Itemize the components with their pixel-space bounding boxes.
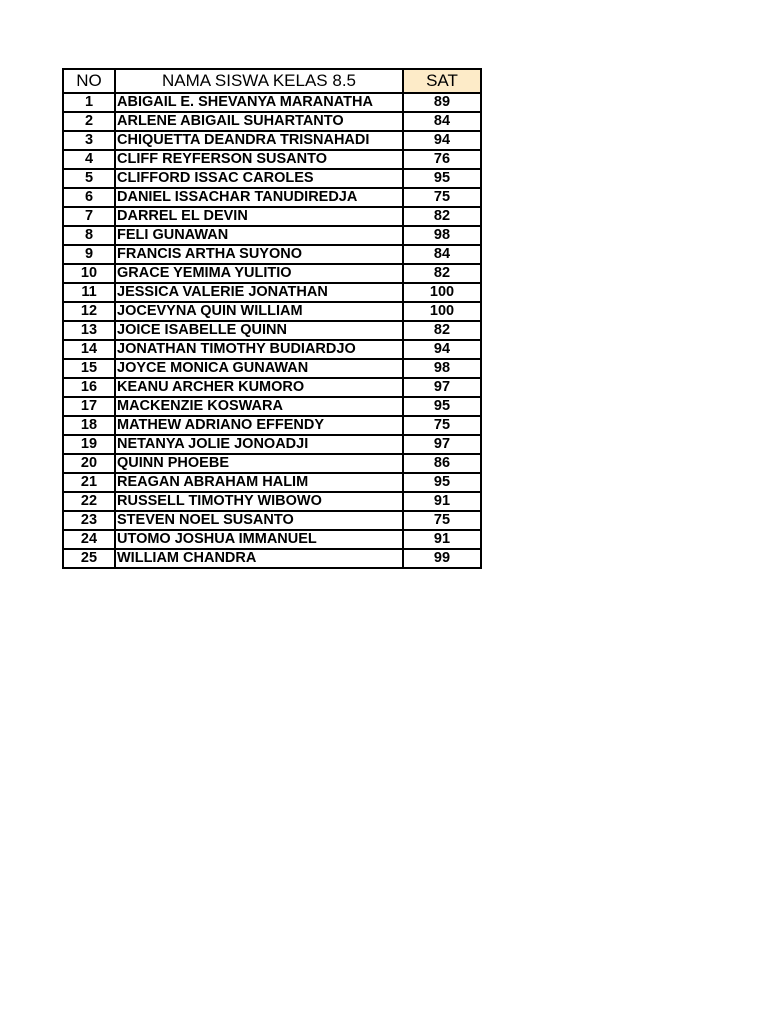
table-row bbox=[63, 416, 481, 435]
table-row bbox=[63, 511, 481, 530]
sat-score: 94 bbox=[403, 340, 481, 359]
student-name: KEANU ARCHER KUMORO bbox=[115, 378, 403, 397]
row-number: 15 bbox=[63, 359, 115, 378]
sat-score: 84 bbox=[403, 112, 481, 131]
row-number: 22 bbox=[63, 492, 115, 511]
sat-score: 89 bbox=[403, 93, 481, 112]
sat-score: 82 bbox=[403, 264, 481, 283]
header-no: NO bbox=[63, 69, 115, 93]
row-number: 20 bbox=[63, 454, 115, 473]
student-name: JOICE ISABELLE QUINN bbox=[115, 321, 403, 340]
row-number: 14 bbox=[63, 340, 115, 359]
row-number: 7 bbox=[63, 207, 115, 226]
student-name: DANIEL ISSACHAR TANUDIREDJA bbox=[115, 188, 403, 207]
sat-score: 94 bbox=[403, 131, 481, 150]
sat-score: 91 bbox=[403, 530, 481, 549]
student-score-table bbox=[62, 68, 482, 569]
sat-score: 84 bbox=[403, 245, 481, 264]
student-name: STEVEN NOEL SUSANTO bbox=[115, 511, 403, 530]
student-name: ABIGAIL E. SHEVANYA MARANATHA bbox=[115, 93, 403, 112]
row-number: 9 bbox=[63, 245, 115, 264]
row-number: 5 bbox=[63, 169, 115, 188]
table-row bbox=[63, 340, 481, 359]
table-row bbox=[63, 264, 481, 283]
student-name: REAGAN ABRAHAM HALIM bbox=[115, 473, 403, 492]
table-row bbox=[63, 245, 481, 264]
header-sat: SAT bbox=[403, 69, 481, 93]
student-name: CLIFFORD ISSAC CAROLES bbox=[115, 169, 403, 188]
student-name: JOYCE MONICA GUNAWAN bbox=[115, 359, 403, 378]
table-row bbox=[63, 226, 481, 245]
row-number: 17 bbox=[63, 397, 115, 416]
sat-score: 95 bbox=[403, 169, 481, 188]
sat-score: 75 bbox=[403, 511, 481, 530]
row-number: 13 bbox=[63, 321, 115, 340]
table-row bbox=[63, 473, 481, 492]
student-name: FELI GUNAWAN bbox=[115, 226, 403, 245]
student-name: JESSICA VALERIE JONATHAN bbox=[115, 283, 403, 302]
sat-score: 95 bbox=[403, 473, 481, 492]
header-row bbox=[63, 69, 481, 93]
row-number: 23 bbox=[63, 511, 115, 530]
sat-score: 75 bbox=[403, 188, 481, 207]
student-name: DARREL EL DEVIN bbox=[115, 207, 403, 226]
student-name: FRANCIS ARTHA SUYONO bbox=[115, 245, 403, 264]
row-number: 18 bbox=[63, 416, 115, 435]
student-name: JONATHAN TIMOTHY BUDIARDJO bbox=[115, 340, 403, 359]
table-row bbox=[63, 378, 481, 397]
sat-score: 91 bbox=[403, 492, 481, 511]
sat-score: 95 bbox=[403, 397, 481, 416]
student-name: MATHEW ADRIANO EFFENDY bbox=[115, 416, 403, 435]
table-row bbox=[63, 112, 481, 131]
header-student-name: NAMA SISWA KELAS 8.5 bbox=[115, 69, 403, 93]
sat-score: 75 bbox=[403, 416, 481, 435]
table-header bbox=[63, 69, 481, 93]
table-body bbox=[63, 93, 481, 568]
table-row bbox=[63, 207, 481, 226]
table-row bbox=[63, 530, 481, 549]
sat-score: 82 bbox=[403, 207, 481, 226]
table-row bbox=[63, 397, 481, 416]
row-number: 6 bbox=[63, 188, 115, 207]
table-row bbox=[63, 188, 481, 207]
row-number: 3 bbox=[63, 131, 115, 150]
student-name: CLIFF REYFERSON SUSANTO bbox=[115, 150, 403, 169]
student-name: WILLIAM CHANDRA bbox=[115, 549, 403, 568]
row-number: 21 bbox=[63, 473, 115, 492]
student-name: MACKENZIE KOSWARA bbox=[115, 397, 403, 416]
row-number: 4 bbox=[63, 150, 115, 169]
table-row bbox=[63, 321, 481, 340]
table-row bbox=[63, 169, 481, 188]
student-name: NETANYA JOLIE JONOADJI bbox=[115, 435, 403, 454]
sat-score: 100 bbox=[403, 283, 481, 302]
table-row bbox=[63, 150, 481, 169]
row-number: 11 bbox=[63, 283, 115, 302]
student-name: GRACE YEMIMA YULITIO bbox=[115, 264, 403, 283]
student-name: JOCEVYNA QUIN WILLIAM bbox=[115, 302, 403, 321]
row-number: 16 bbox=[63, 378, 115, 397]
sat-score: 99 bbox=[403, 549, 481, 568]
student-name: UTOMO JOSHUA IMMANUEL bbox=[115, 530, 403, 549]
sat-score: 98 bbox=[403, 359, 481, 378]
sat-score: 98 bbox=[403, 226, 481, 245]
row-number: 10 bbox=[63, 264, 115, 283]
student-name: ARLENE ABIGAIL SUHARTANTO bbox=[115, 112, 403, 131]
table-row bbox=[63, 454, 481, 473]
table-row bbox=[63, 93, 481, 112]
row-number: 8 bbox=[63, 226, 115, 245]
sat-score: 82 bbox=[403, 321, 481, 340]
table-row bbox=[63, 549, 481, 568]
sat-score: 97 bbox=[403, 378, 481, 397]
table-row bbox=[63, 302, 481, 321]
row-number: 1 bbox=[63, 93, 115, 112]
student-name: RUSSELL TIMOTHY WIBOWO bbox=[115, 492, 403, 511]
sat-score: 86 bbox=[403, 454, 481, 473]
table-row bbox=[63, 435, 481, 454]
table-row bbox=[63, 283, 481, 302]
row-number: 2 bbox=[63, 112, 115, 131]
row-number: 12 bbox=[63, 302, 115, 321]
row-number: 25 bbox=[63, 549, 115, 568]
table-row bbox=[63, 131, 481, 150]
row-number: 24 bbox=[63, 530, 115, 549]
sat-score: 76 bbox=[403, 150, 481, 169]
table-row bbox=[63, 359, 481, 378]
sat-score: 100 bbox=[403, 302, 481, 321]
table-row bbox=[63, 492, 481, 511]
sat-score: 97 bbox=[403, 435, 481, 454]
student-name: QUINN PHOEBE bbox=[115, 454, 403, 473]
student-name: CHIQUETTA DEANDRA TRISNAHADI bbox=[115, 131, 403, 150]
row-number: 19 bbox=[63, 435, 115, 454]
